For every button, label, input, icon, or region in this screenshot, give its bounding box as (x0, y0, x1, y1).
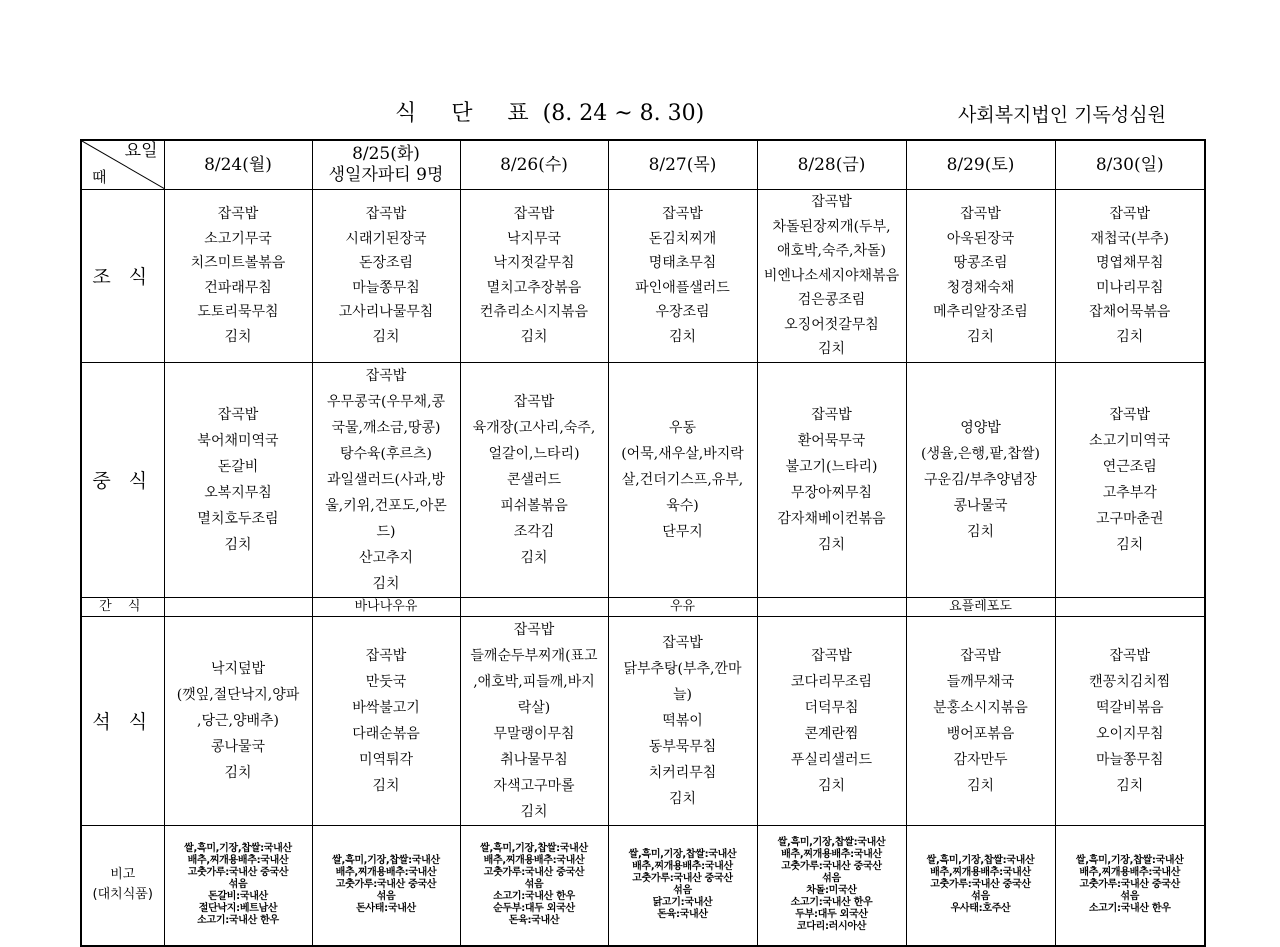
day-header (164, 140, 312, 190)
menu-item: 취나물무침 (500, 751, 568, 768)
lunch-day-cell (757, 362, 906, 597)
menu-item: 멸치호두조림 (197, 510, 279, 527)
origin-line: 우사태:호주산 (950, 903, 1011, 914)
menu-item: 잡곡밥 (1109, 647, 1151, 664)
day-date: 8/30(일) (1095, 154, 1164, 175)
snack-day-cell (164, 597, 312, 616)
menu-item: 청경채숙채 (946, 279, 1015, 296)
origin-line: 돈사태:국내산 (356, 903, 416, 914)
menu-item: 마늘쫑무침 (1095, 751, 1164, 768)
note-row (81, 825, 1205, 946)
day-header (312, 140, 460, 190)
origin-line: 돈갈비:국내산 (208, 891, 268, 902)
menu-item: 감자만두 (953, 751, 1008, 768)
day-date: 8/27(목) (648, 154, 717, 175)
note-day-cell (312, 825, 460, 946)
menu-item: 떡갈비볶음 (1095, 699, 1164, 716)
menu-item: 애호박,숙주,차돌) (776, 243, 887, 259)
menu-item: 잡곡밥 (662, 634, 703, 651)
menu-item: 돈장조림 (358, 255, 414, 272)
menu-item: 잡곡밥 (513, 621, 555, 638)
breakfast-day-cell (1055, 190, 1205, 363)
origin-line: 배추,찌개용배추:국내산 (930, 867, 1031, 878)
menu-item: 땅콩조림 (953, 255, 1008, 272)
breakfast-day-cell (757, 190, 906, 363)
origin-line: 소고기:국내산 한우 (493, 891, 575, 902)
day-header (757, 140, 906, 190)
menu-item: 잡곡밥 (1109, 406, 1151, 423)
menu-table (80, 139, 1206, 947)
menu-item: 북어채미역국 (197, 432, 279, 449)
menu-item: 울,키위,건포도,아몬 (325, 497, 447, 514)
menu-item: 검은콩조림 (797, 292, 866, 308)
origin-line: 돈육:국내산 (657, 909, 708, 920)
day-date: 8/29(토) (946, 154, 1015, 175)
menu-item: 바싹불고기 (352, 699, 420, 716)
menu-item: 김치 (372, 328, 400, 345)
menu-item: 소고기무국 (204, 230, 272, 247)
origin-line: 배추,찌개용배추:국내산 (187, 855, 289, 866)
day-date: 8/26(수) (500, 154, 568, 175)
menu-item: 잡곡밥 (217, 406, 259, 423)
note-day-cell (608, 825, 757, 946)
corner-day-label: 요일 (124, 141, 158, 161)
origin-line: 고춧가루:국내산 중국산 (930, 879, 1031, 890)
note-day-cell (1055, 825, 1205, 946)
meal-label-lunch: 중 식 (81, 362, 164, 597)
corner-cell (81, 140, 164, 190)
menu-item: 김치 (520, 328, 548, 345)
lunch-day-cell (164, 362, 312, 597)
dinner-day-cell (1055, 616, 1205, 825)
menu-item: (어묵,새우살,바지락 (621, 445, 744, 462)
organization-name: 사회복지법인 기독성심원 (958, 104, 1166, 126)
snack-day-cell: 바나나우유 (312, 597, 460, 616)
menu-item: 김치 (372, 575, 400, 592)
dinner-row (81, 616, 1205, 825)
menu-item: 산고추지 (358, 549, 414, 566)
origin-line: 섞음 (1120, 891, 1140, 902)
dinner-day-cell (906, 616, 1055, 825)
snack-day-cell: 요플레포도 (906, 597, 1055, 616)
origin-line: 섞음 (228, 879, 248, 890)
breakfast-day-cell (164, 190, 312, 363)
day-header (1055, 140, 1205, 190)
menu-item: (생율,은행,팥,찹쌀) (921, 445, 1040, 462)
menu-item: 낙지덮밥 (210, 660, 266, 677)
menu-item: 명태초무침 (648, 255, 717, 272)
menu-item: 건파래무침 (204, 279, 272, 296)
menu-item: 김치 (224, 536, 252, 553)
menu-item: 비엔나소세지야채볶음 (763, 267, 900, 284)
menu-item: 김치 (668, 790, 697, 807)
origin-line: 쌀,흑미,기장,찹쌀:국내산 (628, 849, 737, 860)
dinner-day-cell (757, 616, 906, 825)
page-title: 식 단 표 (8. 24 ~ 8. 30) (395, 101, 705, 126)
menu-item: 낙지무국 (506, 230, 562, 247)
note-day-cell (460, 825, 608, 946)
menu-item: 김치 (520, 549, 548, 566)
menu-item: 김치 (966, 777, 995, 794)
day-date: 8/28(금) (797, 154, 866, 175)
menu-item: 국물,깨소금,땅콩) (331, 419, 441, 436)
menu-item: 잡곡밥 (960, 647, 1001, 664)
origin-line: 배추,찌개용배추:국내산 (781, 849, 882, 860)
menu-item: 닭부추탕(부추,깐마 (623, 660, 742, 677)
menu-item: 치즈미트볼볶음 (190, 255, 286, 272)
menu-item: 김치 (966, 523, 995, 540)
menu-item: 고구마춘권 (1095, 510, 1164, 527)
menu-item: 메추리알장조림 (933, 304, 1028, 321)
menu-item: 콩나물국 (210, 738, 266, 755)
origin-line: 소고기:국내산 한우 (1088, 903, 1171, 914)
lunch-day-cell (1055, 362, 1205, 597)
origin-line: 절단낙지:베트남산 (198, 903, 278, 914)
origin-line: 배추,찌개용배추:국내산 (632, 861, 733, 872)
menu-item: 탕수육(후르츠) (339, 445, 433, 462)
menu-item: 아욱된장국 (946, 230, 1015, 247)
origin-line: 쌀,흑미,기장,찹쌀:국내산 (1075, 855, 1184, 866)
note-day-cell (906, 825, 1055, 946)
origin-line: 고춧가루:국내산 중국산 (632, 873, 733, 884)
menu-item: 콘샐러드 (506, 471, 562, 488)
header-row (81, 140, 1205, 190)
menu-item: 연근조림 (1102, 458, 1157, 475)
menu-item: 코다리무조림 (790, 673, 873, 690)
dinner-day-cell (164, 616, 312, 825)
lunch-day-cell (906, 362, 1055, 597)
menu-item: 만둣국 (365, 673, 407, 690)
note-label-line: 비고 (110, 867, 136, 882)
note-label (81, 825, 164, 946)
origin-line: 섞음 (971, 891, 990, 902)
menu-item: 잡곡밥 (365, 647, 407, 664)
menu-item: 잡곡밥 (365, 206, 407, 223)
day-header (608, 140, 757, 190)
origin-line: 섞음 (673, 885, 692, 896)
menu-item: 드) (376, 523, 396, 540)
menu-item: 무말랭이무침 (493, 725, 575, 742)
menu-item: 단무지 (662, 523, 703, 540)
day-header (906, 140, 1055, 190)
menu-item: 우무콩국(우무채,콩 (326, 393, 446, 410)
menu-item: 우동 (668, 419, 697, 436)
menu-item: 늘) (673, 686, 692, 703)
menu-item: 얼갈이,느타리) (488, 445, 580, 462)
menu-item: 잡채어묵볶음 (1089, 304, 1171, 321)
day-date: 8/24(월) (204, 154, 272, 175)
menu-item: 조각김 (513, 523, 555, 540)
snack-day-cell: 우유 (608, 597, 757, 616)
menu-item: 김치 (224, 764, 252, 781)
corner-meal-label: 때 (92, 168, 107, 186)
menu-item: 들깨무채국 (946, 673, 1015, 690)
menu-item: 김치 (817, 341, 846, 357)
menu-item: 멸치고추장볶음 (486, 279, 582, 296)
menu-item: 잡곡밥 (960, 206, 1001, 223)
menu-item: 잡곡밥 (513, 206, 555, 223)
menu-item: 동부묵무침 (648, 738, 717, 755)
origin-line: 쌀,흑미,기장,찹쌀:국내산 (480, 843, 588, 854)
origin-line: 쌀,흑미,기장,찹쌀:국내산 (926, 855, 1035, 866)
menu-item: 다래순볶음 (352, 725, 420, 742)
origin-line: 섞음 (376, 891, 396, 902)
origin-line: 섞음 (822, 873, 841, 884)
origin-line: 고춧가루:국내산 중국산 (483, 867, 585, 878)
menu-item: 컨츄리소시지볶음 (479, 304, 589, 321)
menu-item: 과일샐러드(사과,방 (326, 471, 446, 488)
breakfast-day-cell (460, 190, 608, 363)
menu-item: 마늘쫑무침 (352, 279, 420, 296)
menu-item: 육수) (666, 497, 699, 514)
origin-line: 차돌:미국산 (806, 885, 857, 896)
menu-item: 잡곡밥 (513, 393, 555, 410)
menu-item: 감자채베이컨볶음 (777, 510, 886, 527)
menu-item: 김치 (966, 328, 995, 345)
menu-item: 오복지무침 (204, 484, 272, 501)
menu-item: 육개장(고사리,숙주, (472, 419, 596, 436)
menu-item: 돈갈비 (217, 458, 259, 475)
menu-item: 락살) (517, 699, 551, 716)
note-day-cell (164, 825, 312, 946)
origin-line: 고춧가루:국내산 중국산 (1079, 879, 1180, 890)
menu-item: 오이지무침 (1095, 725, 1164, 742)
menu-item: 더덕무침 (804, 699, 859, 716)
breakfast-day-cell (608, 190, 757, 363)
origin-line: 돈육:국내산 (508, 915, 560, 926)
dinner-day-cell (312, 616, 460, 825)
menu-item: 살,건더기스프,유부, (621, 471, 744, 488)
menu-item: ,당근,양배추) (197, 712, 279, 729)
origin-line: 고춧가루:국내산 중국산 (187, 867, 289, 878)
menu-item: 고추부각 (1102, 484, 1157, 501)
menu-item: 김치 (1116, 777, 1144, 794)
menu-item: 낙지젓갈무침 (493, 255, 575, 272)
menu-item: 파인애플샐러드 (635, 279, 730, 296)
menu-item: 김치 (520, 803, 548, 820)
menu-item: 치커리무침 (648, 764, 717, 781)
menu-item: 캔꽁치김치찜 (1089, 673, 1171, 690)
day-header (460, 140, 608, 190)
breakfast-day-cell (906, 190, 1055, 363)
menu-item: 피쉬볼볶음 (500, 497, 568, 514)
menu-item: 도토리묵무침 (197, 304, 279, 321)
lunch-row (81, 362, 1205, 597)
origin-line: 고춧가루:국내산 중국산 (781, 861, 882, 872)
menu-item: 떡볶이 (662, 712, 703, 729)
snack-day-cell (1055, 597, 1205, 616)
menu-item: 뱅어포볶음 (946, 725, 1015, 742)
menu-item: 잡곡밥 (217, 206, 259, 223)
menu-item: 들깨순두부찌개(표고 (470, 647, 598, 664)
menu-item: 고사리나물무침 (338, 304, 434, 321)
day-date: 8/25(화) (352, 144, 420, 164)
origin-line: 배추,찌개용배추:국내산 (1079, 867, 1181, 878)
menu-item: 차돌된장찌개(두부, (772, 218, 891, 235)
meal-label-snack: 간 식 (81, 597, 164, 616)
menu-item: 김치 (372, 777, 400, 794)
origin-line: 쌀,흑미,기장,찹쌀:국내산 (332, 855, 440, 866)
note-label-line: (대치식품) (92, 887, 153, 902)
menu-item: 미역튀각 (358, 751, 414, 768)
menu-item: 잡곡밥 (365, 367, 407, 384)
origin-line: 쌀,흑미,기장,찹쌀:국내산 (777, 837, 886, 848)
menu-item: 김치 (817, 777, 846, 794)
snack-day-cell (460, 597, 608, 616)
breakfast-row (81, 190, 1205, 363)
menu-item: 김치 (1116, 328, 1144, 345)
origin-line: 코다리:러시아산 (796, 921, 867, 932)
meal-label-dinner: 석 식 (81, 616, 164, 825)
menu-item: 김치 (1116, 536, 1144, 553)
menu-item: 잡곡밥 (662, 206, 703, 223)
menu-item: 미나리무침 (1095, 279, 1164, 296)
menu-item: 잡곡밥 (811, 406, 852, 423)
lunch-day-cell (460, 362, 608, 597)
origin-line: 배추,찌개용배추:국내산 (335, 867, 437, 878)
origin-line: 순두부:대두 외국산 (493, 903, 575, 914)
snack-day-cell (757, 597, 906, 616)
snack-row (81, 597, 1205, 616)
menu-item: 김치 (224, 328, 252, 345)
menu-item: 무장아찌무침 (790, 484, 873, 501)
menu-item: 소고기미역국 (1089, 432, 1171, 449)
menu-item: 불고기(느타리) (785, 458, 878, 475)
origin-line: 소고기:국내산 한우 (197, 915, 279, 926)
menu-item: 자색고구마롤 (493, 777, 575, 794)
lunch-day-cell (608, 362, 757, 597)
menu-item: 우장조림 (655, 304, 710, 321)
day-sub: 생일자파티 9명 (328, 165, 444, 185)
menu-item: 잡곡밥 (811, 647, 852, 664)
origin-line: 소고기:국내산 한우 (790, 897, 873, 908)
dinner-day-cell (608, 616, 757, 825)
origin-line: 섞음 (524, 879, 544, 890)
menu-item: 푸실리샐러드 (790, 751, 873, 768)
menu-item: ,애호박,피들깨,바지 (473, 673, 595, 690)
menu-item: 김치 (668, 328, 697, 345)
note-day-cell (757, 825, 906, 946)
menu-item: 김치 (817, 536, 846, 553)
dinner-day-cell (460, 616, 608, 825)
meal-label-breakfast: 조 식 (81, 190, 164, 363)
menu-item: 시래기된장국 (345, 230, 427, 247)
origin-line: 쌀,흑미,기장,찹쌀:국내산 (184, 843, 292, 854)
menu-item: 명엽채무침 (1095, 255, 1164, 272)
menu-item: 콘계란찜 (804, 725, 859, 742)
menu-item: (깻잎,절단낙지,양파 (176, 686, 300, 703)
menu-item: 돈김치찌개 (648, 230, 717, 247)
origin-line: 배추,찌개용배추:국내산 (483, 855, 585, 866)
menu-item: 잡곡밥 (811, 194, 852, 210)
origin-line: 두부:대두 외국산 (795, 909, 868, 920)
menu-item: 영양밥 (960, 419, 1001, 436)
origin-line: 고춧가루:국내산 중국산 (335, 879, 437, 890)
menu-item: 잡곡밥 (1109, 206, 1151, 223)
menu-item: 재첩국(부추) (1090, 230, 1170, 247)
lunch-day-cell (312, 362, 460, 597)
origin-line: 닭고기:국내산 (652, 897, 713, 908)
menu-item: 구운김/부추양념장 (924, 471, 1037, 488)
menu-item: 오징어젓갈무침 (784, 316, 879, 333)
menu-item: 콩나물국 (953, 497, 1008, 514)
menu-item: 환어묵무국 (797, 432, 866, 449)
menu-item: 분홍소시지볶음 (933, 699, 1028, 716)
breakfast-day-cell (312, 190, 460, 363)
